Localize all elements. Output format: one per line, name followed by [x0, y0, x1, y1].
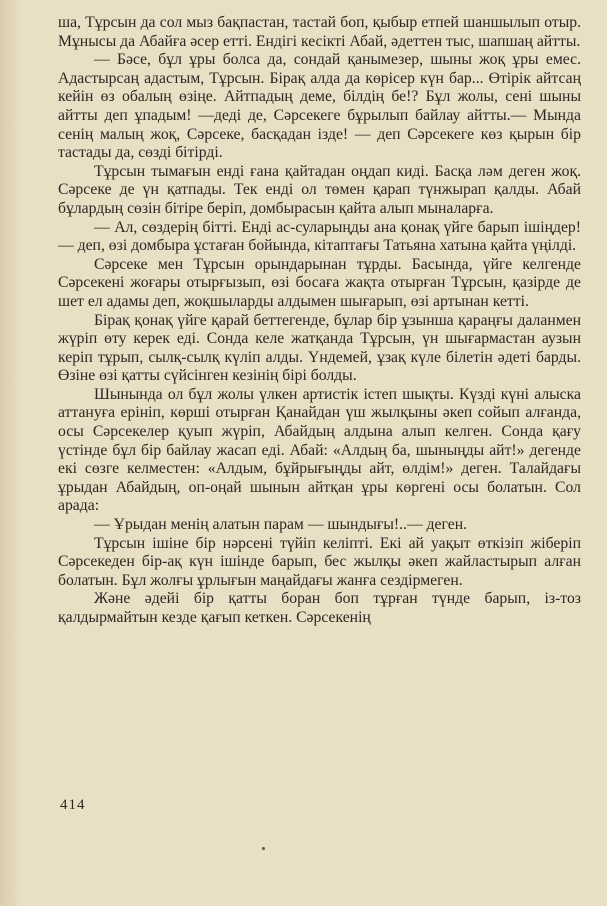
- paragraph: Тұрсын тымағын енді ғана қайтадан оңдап киді. Басқа ләм деген жоқ. Сәрсеке де үн қатпады. Тек енді ол төмен қарап түнжырап қалды. Абай бұлардың сөзін бітіре беріп, домбырасын қайта алып мыналарға.: [58, 162, 581, 217]
- print-speck: [262, 847, 265, 850]
- page-number: 414: [60, 797, 86, 813]
- body-text: [58, 14, 581, 628]
- paragraph: — Ұрыдан менің алатын парам — шындығы!..— деген.: [94, 516, 468, 534]
- paragraph: Бірақ қонақ үйге қарай беттегенде, бұлар бір ұзынша қараңғы даланмен жүріп өту керек еді. Сонда келе жатқанда Тұрсын, үн шығармастан аузын керіп тұрып, сылқ-сылқ күліп алды. Үндемей, ұзақ күле білетін әдеті барды. Өзіне өзі қатты сүйсінген кезінің бірі болды.: [58, 311, 581, 385]
- paragraph: Сәрсеке мен Тұрсын орындарынан тұрды. Басында, үйге келгенде Сәрсекені жоғары отырғызып, өзі босаға жақта отырған Тұрсын, қазірде де шет ел адамы деп, жоқшыларды алдымен шығарып, өзі артынан кетті.: [58, 255, 581, 310]
- paragraph: ша, Тұрсын да сол мыз бақпастан, тастай боп, қыбыр етпей шаншылып отыр. Мұнысы да Абайға әсер етті. Ендігі кесікті Абай, әдеттен тыс, шапшаң айтты.: [58, 14, 581, 50]
- paragraph: — Бәсе, бұл ұры болса да, сондай қанымезер, шыны жоқ ұры емес. Адастырсаң адастым, Тұрсын. Бірақ алда да көрісер күн бар... Өтірік айтсаң кейін өз обалың өзіңе. Айтпадың деме, білдің бе!? Бұл жолы, сені шыны айтты деп ұпадым! —деді де, Сәрсекеге бұрылып байлау айтты.— Мында сенің малың жоқ, Сәрсеке, басқадан ізде! — деп Сәрсекеге көз қырын бір тастады да, сөзді бітірді.: [58, 51, 581, 162]
- paragraph: Және әдейі бір қатты боран боп тұрған түнде барып, із-тоз қалдырмайтын кезде қағып кеткен. Сәрсекенің: [58, 590, 581, 626]
- paragraph: Тұрсын ішіне бір нәрсені түйіп келіпті. Екі ай уақыт өткізіп жіберіп Сәрсекеден бір-ақ күн ішінде барып, бес жылқы әкеп жайластырып алған болатын. Бұл жолғы ұрлығын маңайдағы жанға сездірмеген.: [58, 534, 581, 589]
- paragraph: — Ал, сөздерің бітті. Енді ас-суларыңды ана қонақ үйге барып ішіңдер! — деп, өзі домбыра ұстаған бойында, кітаптағы Татьяна хатына қайта үңілді.: [58, 218, 581, 255]
- paragraph: Шынында ол бұл жолы үлкен артистік істеп шықты. Күзді күні алыска аттануға ерініп, көрші отырған Қанайдан үш жылқыны әкеп сойып алғанда, осы Сәрсекелер қуып жүріп, Абайдың алдына алып келген. Сонда қағу үстінде бұл бір байлау жасап еді. Абай: «Алдың ба, шыныңды айт!» дегенде екі сөзге келместен: «Алдым, бұйрығыңды айт, өлдім!» деген. Талайдағы ұрыдан Абайдың, оп-оңай шынын айтқан ұры көргені осы болатын. Сол арада:: [58, 385, 581, 515]
